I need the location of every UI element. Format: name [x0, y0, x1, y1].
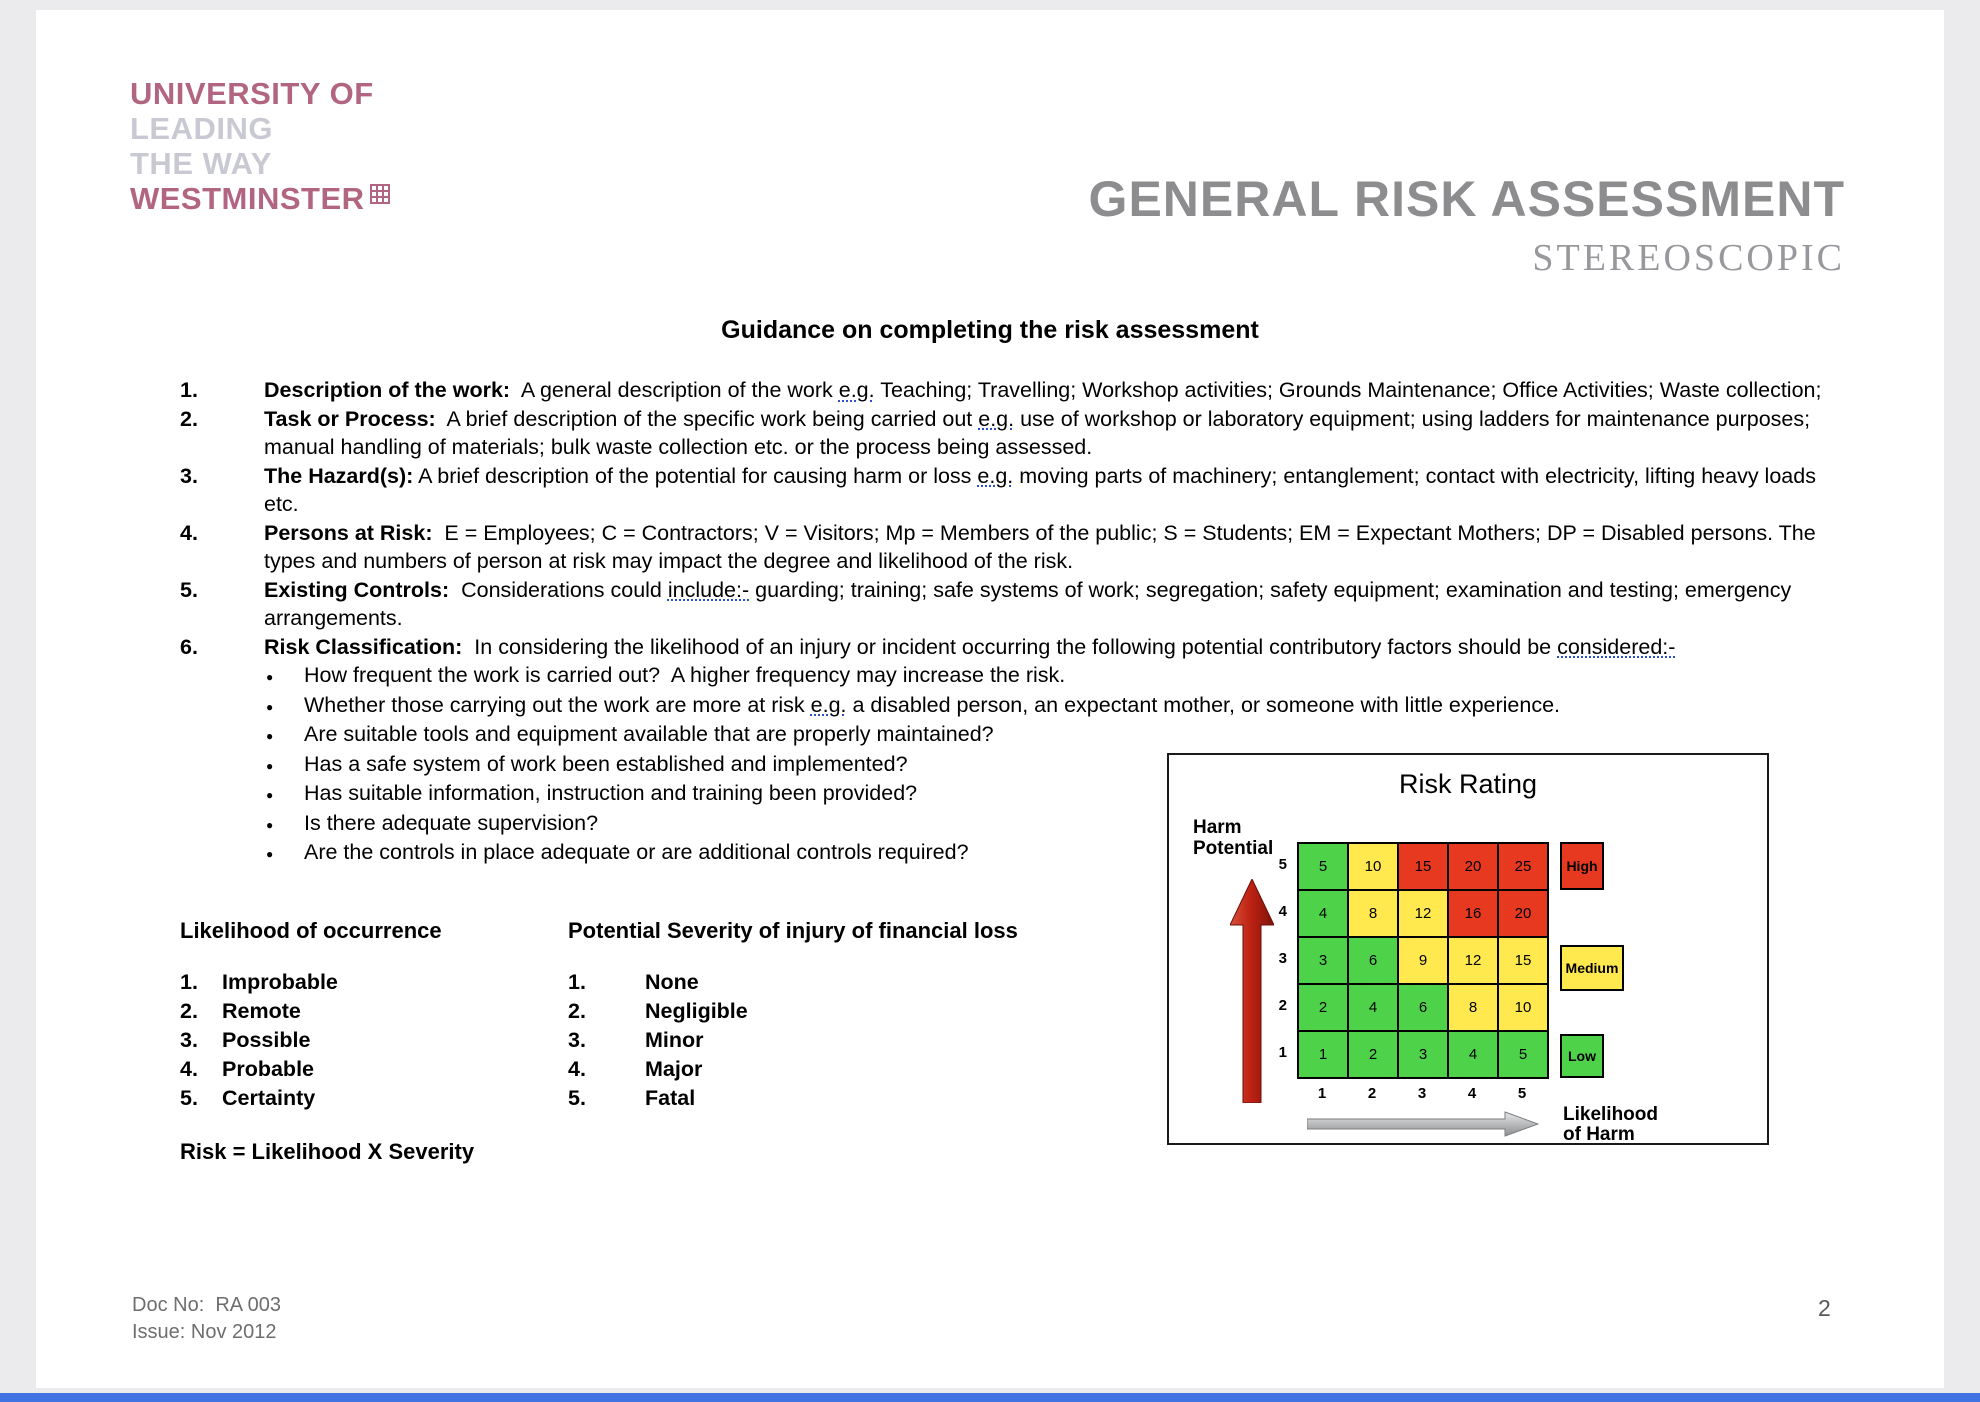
- item-number: 3.: [180, 463, 198, 488]
- guidance-item-6: [180, 633, 1845, 662]
- column-item: [568, 1026, 1128, 1055]
- risk-rating-chart: [1167, 753, 1769, 1145]
- item-number: 2.: [568, 999, 586, 1023]
- underlined-term: e.g.: [810, 692, 847, 717]
- item-text: Teaching; Travelling; Workshop activities; Grounds Maintenance; Office Activities; Waste collection;: [874, 378, 1822, 402]
- item-number: 2.: [180, 999, 198, 1023]
- matrix-cell: 5: [1298, 843, 1348, 890]
- guidance-item-1: [180, 376, 1845, 405]
- matrix-cell: 15: [1398, 843, 1448, 890]
- legend-low: [1560, 1034, 1604, 1078]
- item-label: Minor: [645, 1028, 704, 1052]
- item-text: A brief description of the potential for causing harm or loss: [413, 463, 978, 488]
- matrix-cell: 12: [1448, 937, 1498, 984]
- item-text: moving parts of machinery; entanglement; contact with electricity, lifting heavy loads etc.: [264, 463, 1816, 516]
- bullet-text: How frequent the work is carried out? A higher frequency may increase the risk.: [304, 663, 1066, 687]
- item-number: 3.: [568, 1028, 586, 1052]
- matrix-cell: 4: [1298, 890, 1348, 937]
- matrix-cell: 8: [1348, 890, 1398, 937]
- bullet-text: Has a safe system of work been established and implemented?: [304, 751, 908, 776]
- severity-column: [568, 918, 1128, 1113]
- item-text: In considering the likelihood of an injury or incident occurring the following potential contributory factors should be: [462, 634, 1558, 659]
- matrix-cell: 3: [1398, 1031, 1448, 1078]
- matrix-cell: 3: [1298, 937, 1348, 984]
- guidance-item-5: [180, 576, 1845, 633]
- item-label: Task or Process:: [264, 406, 436, 431]
- guidance-item-4: [180, 519, 1845, 576]
- bullet-text: Are the controls in place adequate or are additional controls required?: [304, 840, 969, 864]
- page-subtitle: STEREOSCOPIC: [1532, 237, 1845, 279]
- item-number: 5.: [568, 1086, 586, 1110]
- section-heading: Guidance on completing the risk assessment: [721, 316, 1259, 344]
- item-text: Considerations could: [449, 577, 668, 602]
- column-item: [180, 1084, 550, 1113]
- x-tick: 4: [1467, 1085, 1477, 1102]
- y-tick: 2: [1278, 997, 1287, 1014]
- matrix-cell: 12: [1398, 890, 1448, 937]
- item-number: 5.: [180, 577, 198, 602]
- column-item: [180, 997, 550, 1026]
- legend-label: Medium: [1565, 960, 1619, 976]
- y-tick: 3: [1278, 950, 1287, 967]
- legend-high: [1560, 842, 1604, 890]
- item-text: use of workshop or laboratory equipment; using ladders for maintenance purposes; manual handling of materials; bulk waste collection etc. or the process being assessed.: [264, 406, 1811, 459]
- column-item: [568, 968, 1128, 997]
- item-label: Existing Controls:: [264, 577, 450, 602]
- matrix-cell: 8: [1448, 984, 1498, 1031]
- logo-line-westminster: WESTMINSTER: [130, 181, 365, 216]
- logo-line-university-of: UNIVERSITY OF: [130, 76, 374, 111]
- page-number: 2: [1818, 1295, 1831, 1321]
- chart-title: Risk Rating: [1398, 769, 1538, 799]
- column-title: Likelihood of occurrence: [180, 918, 442, 943]
- item-number: 5.: [180, 1086, 198, 1110]
- item-label: Negligible: [645, 999, 748, 1023]
- bullet-item: [304, 661, 1845, 691]
- item-label: Description of the work:: [264, 378, 511, 402]
- item-label: Certainty: [222, 1086, 316, 1110]
- matrix-cell: 6: [1398, 984, 1448, 1031]
- item-number: 6.: [180, 634, 198, 659]
- bullet-text: Are suitable tools and equipment available that are properly maintained?: [304, 722, 994, 746]
- item-number: 4.: [180, 520, 198, 545]
- column-item: [180, 968, 550, 997]
- column-title: Potential Severity of injury of financial loss: [568, 918, 1018, 943]
- footer: [132, 1292, 281, 1346]
- y-tick: 4: [1278, 903, 1287, 920]
- likelihood-column: [180, 918, 550, 1113]
- y-axis-label: Harm Potential: [1193, 817, 1274, 859]
- matrix-cell: 20: [1498, 890, 1548, 937]
- underlined-term: e.g.: [838, 378, 875, 402]
- item-number: 2.: [180, 406, 198, 431]
- logo-line-leading: LEADING: [130, 111, 273, 146]
- matrix-cell: 16: [1448, 890, 1498, 937]
- column-item: [180, 1026, 550, 1055]
- bullet-text: a disabled person, an expectant mother, or someone with little experience.: [846, 692, 1561, 717]
- item-number: 4.: [180, 1057, 198, 1081]
- item-number: 3.: [180, 1028, 198, 1052]
- y-tick: 1: [1278, 1044, 1287, 1061]
- item-label: Risk Classification:: [264, 634, 463, 659]
- item-label: None: [645, 970, 699, 994]
- guidance-item-3: [180, 462, 1845, 519]
- matrix-cell: 20: [1448, 843, 1498, 890]
- matrix-cell: 4: [1348, 984, 1398, 1031]
- likelihood-arrow-icon: [1307, 1111, 1539, 1137]
- item-label: Persons at Risk:: [264, 520, 433, 545]
- underlined-term: e.g.: [977, 463, 1014, 488]
- column-item: [568, 997, 1128, 1026]
- x-tick: 2: [1367, 1085, 1377, 1102]
- item-text: guarding; training; safe systems of work; segregation; safety equipment; examination and testing; emergency arrangements.: [264, 577, 1792, 630]
- matrix-cell: 6: [1348, 937, 1398, 984]
- footer-doc-no: Doc No: RA 003: [132, 1294, 281, 1316]
- legend-medium: [1560, 945, 1624, 991]
- x-tick: 3: [1417, 1085, 1427, 1102]
- item-label: Probable: [222, 1057, 314, 1081]
- bullet-text: Is there adequate supervision?: [304, 810, 599, 835]
- item-text: E = Employees; C = Contractors; V = Visitors; Mp = Members of the public; S = Students; EM = Expectant Mothers; DP = Disabled persons. The types and numbers of person at risk may impact the degree and likelihood of the risk.: [264, 520, 1816, 573]
- bullet-item: [304, 691, 1845, 721]
- item-label: Major: [645, 1057, 703, 1081]
- x-tick: 1: [1317, 1085, 1327, 1102]
- column-item: [568, 1084, 1128, 1113]
- risk-matrix: [1297, 842, 1549, 1079]
- legend-label: Low: [1568, 1048, 1596, 1064]
- matrix-cell: 9: [1398, 937, 1448, 984]
- matrix-cell: 5: [1498, 1031, 1548, 1078]
- item-number: 4.: [568, 1057, 586, 1081]
- x-axis-label: Likelihood of Harm: [1563, 1104, 1658, 1145]
- matrix-cell: 10: [1348, 843, 1398, 890]
- item-label: Fatal: [645, 1086, 696, 1110]
- logo-line-the-way: THE WAY: [130, 146, 272, 181]
- page-title: GENERAL RISK ASSESSMENT: [1088, 171, 1845, 227]
- matrix-cell: 2: [1348, 1031, 1398, 1078]
- westminster-grid-icon: [370, 184, 390, 204]
- legend-label: High: [1566, 858, 1598, 874]
- university-logo: [130, 76, 390, 216]
- item-number: 1.: [568, 970, 586, 994]
- column-item: [180, 1055, 550, 1084]
- matrix-cell: 2: [1298, 984, 1348, 1031]
- matrix-cell: 1: [1298, 1031, 1348, 1078]
- item-number: 1.: [180, 970, 198, 994]
- item-label: The Hazard(s):: [264, 463, 414, 488]
- bottom-bar: [0, 1393, 1980, 1402]
- item-number: 1.: [180, 378, 198, 402]
- item-label: Possible: [222, 1028, 311, 1052]
- item-text: A brief description of the specific work being carried out: [435, 406, 979, 431]
- item-text: A general description of the work: [510, 378, 839, 402]
- matrix-cell: 15: [1498, 937, 1548, 984]
- y-tick: 5: [1278, 856, 1287, 873]
- risk-formula: Risk = Likelihood X Severity: [180, 1139, 475, 1164]
- underlined-term: e.g.: [978, 406, 1015, 431]
- matrix-cell: 25: [1498, 843, 1548, 890]
- item-label: Improbable: [222, 970, 338, 994]
- guidance-item-2: [180, 405, 1845, 462]
- underlined-term: considered:-: [1557, 634, 1676, 659]
- x-tick: 5: [1517, 1085, 1527, 1102]
- bullet-text: Has suitable information, instruction and training been provided?: [304, 781, 918, 805]
- bullet-text: Whether those carrying out the work are more at risk: [304, 692, 811, 717]
- item-label: Remote: [222, 999, 301, 1023]
- matrix-cell: 10: [1498, 984, 1548, 1031]
- bullet-item: [304, 720, 1845, 750]
- underlined-term: include:-: [667, 577, 750, 602]
- matrix-cell: 4: [1448, 1031, 1498, 1078]
- column-item: [568, 1055, 1128, 1084]
- footer-issue: Issue: Nov 2012: [132, 1321, 277, 1343]
